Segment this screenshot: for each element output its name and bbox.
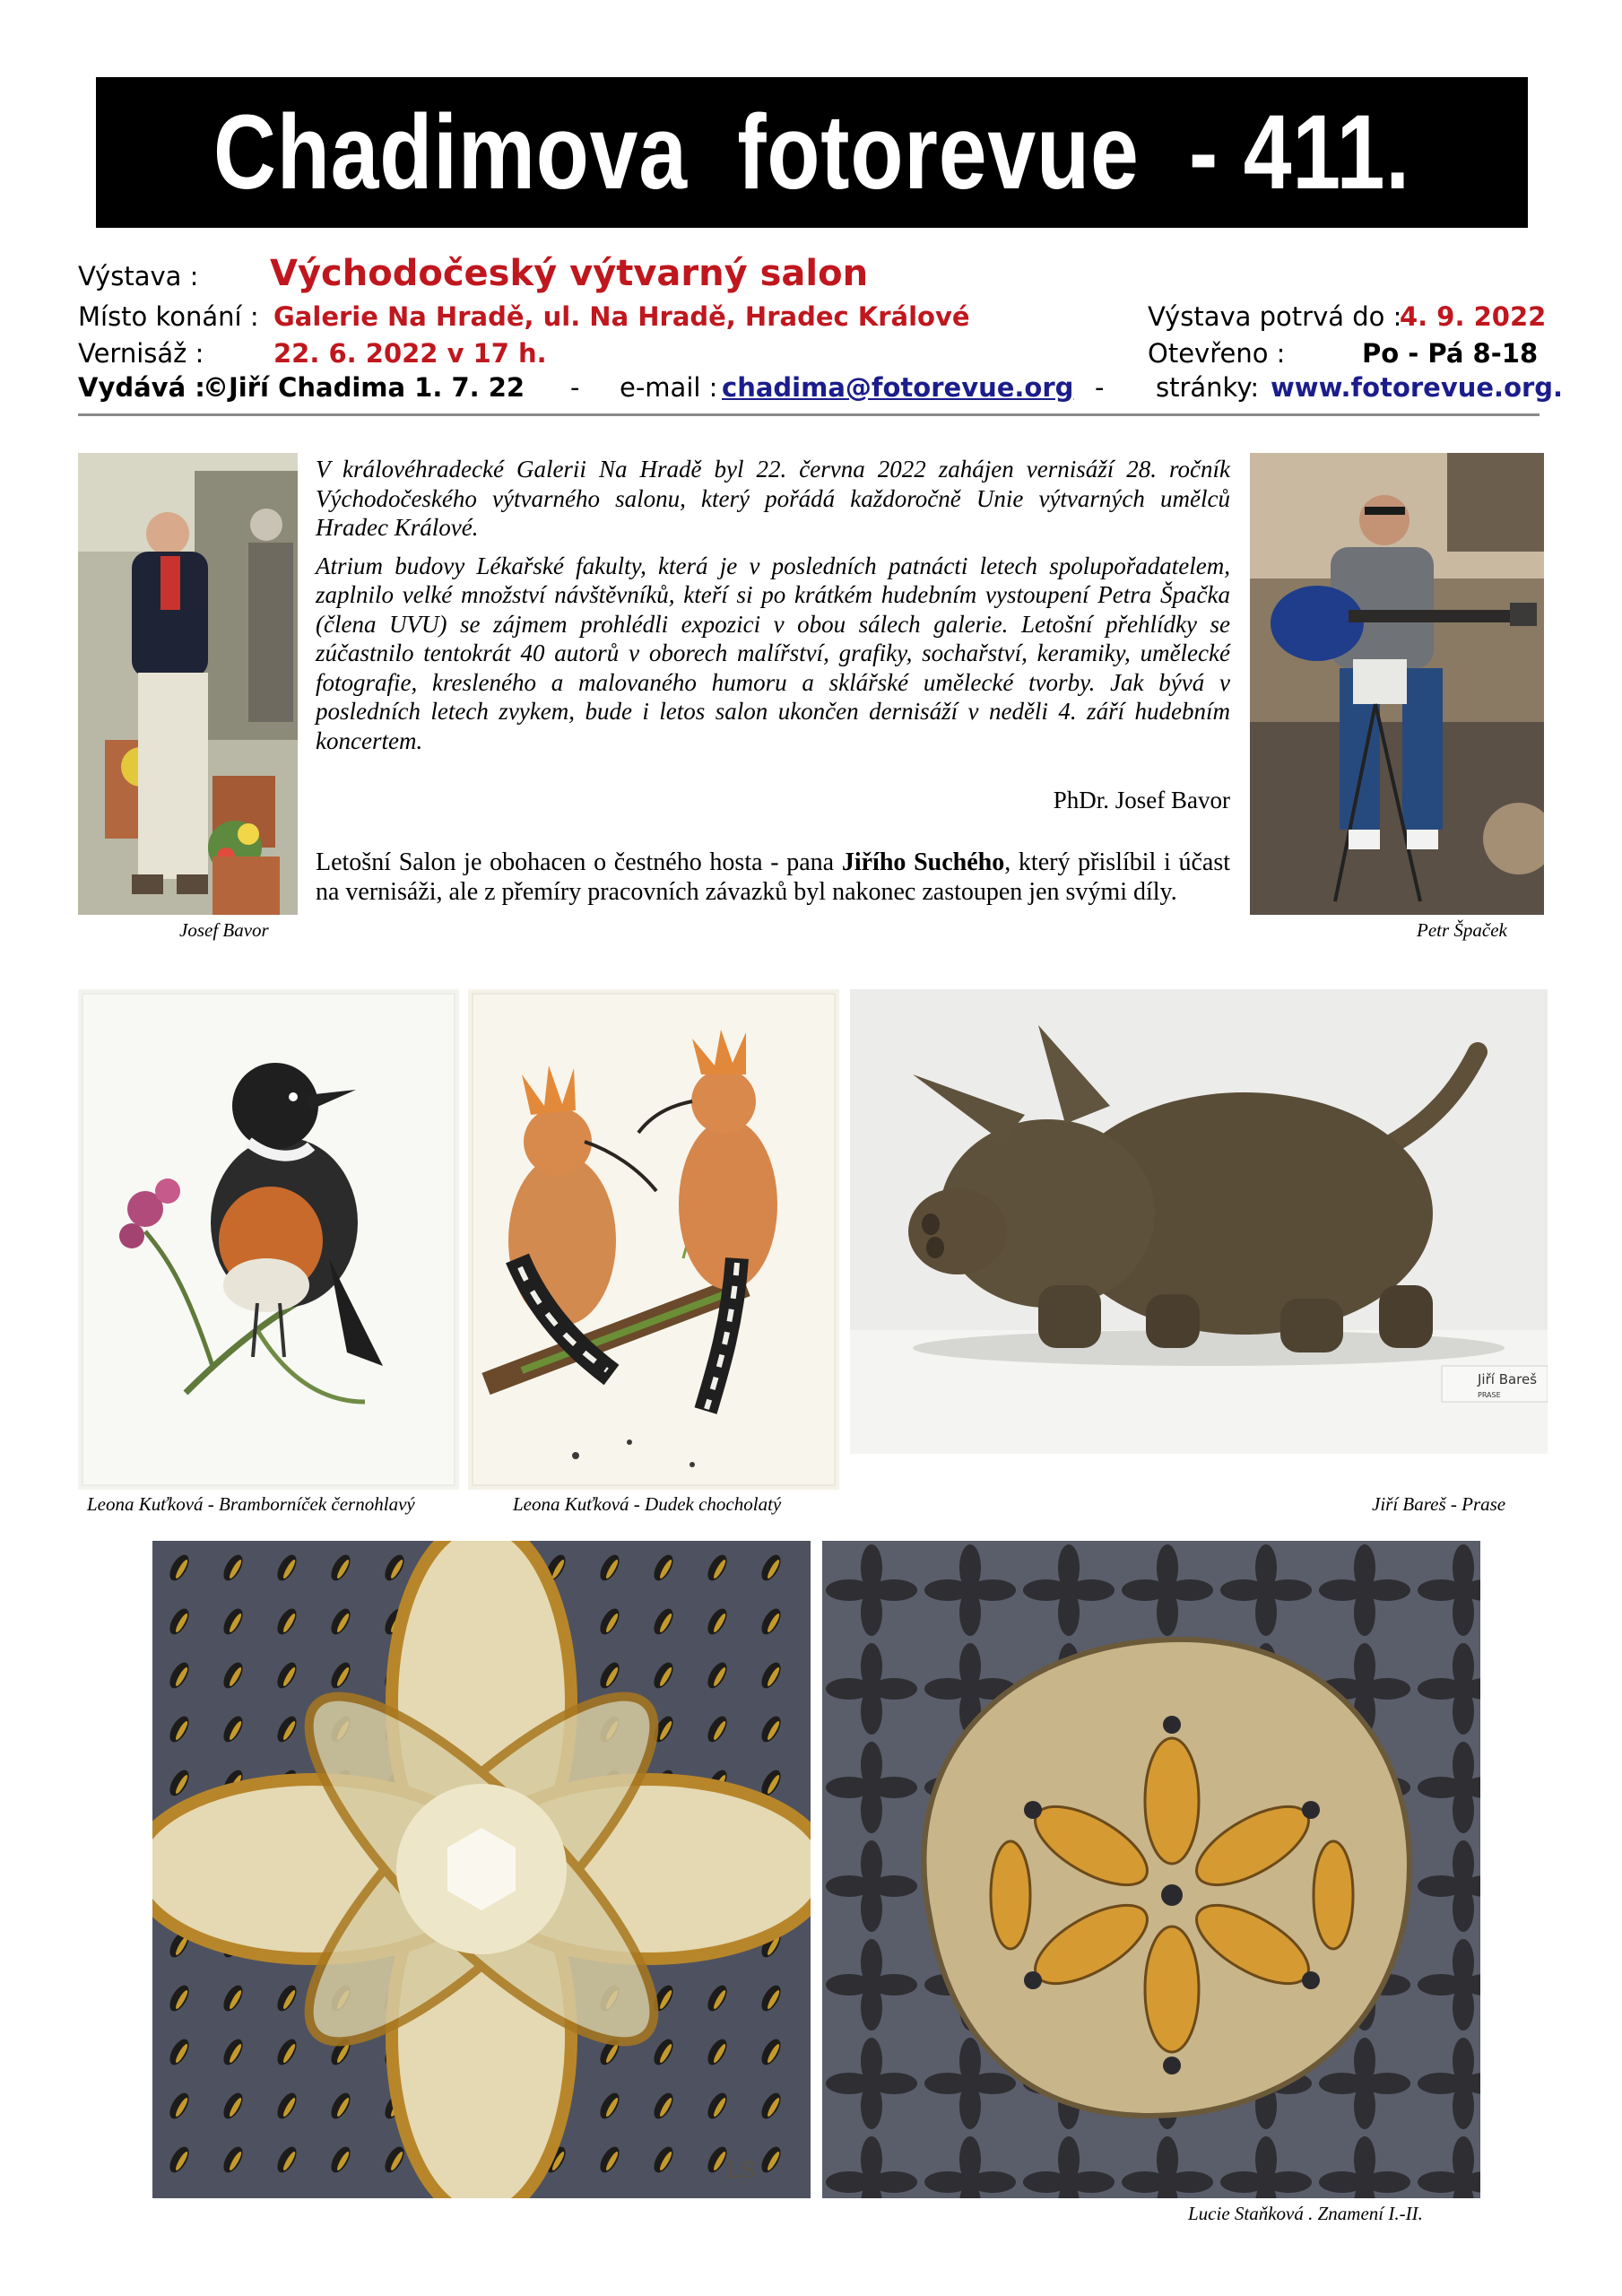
caption-znameni: Lucie Staňková . Znamení I.-II. [1188, 2203, 1423, 2224]
caption-petr-spacek: Petr Špaček [1417, 919, 1507, 941]
guest-text: , který přislíbil i účast na vernisáži, ale z přemíry pracovních závazků byl nakonec zastoupen jen svými díly. [316, 848, 1231, 906]
artwork-hoopoe [468, 989, 839, 1490]
divider [78, 413, 1540, 416]
exhibition-name: Východočeský výtvarný salon [270, 253, 869, 294]
photo-josef-bavor [78, 453, 298, 915]
artwork-znameni-1 [152, 1541, 811, 2198]
artwork-card-text: Jiří Bareš [1478, 1371, 1538, 1387]
separator-dash: - [1095, 372, 1105, 403]
page-title: Chadimova fotorevue - 411. [213, 93, 1410, 212]
opening-value: 22. 6. 2022 v 17 h. [273, 338, 547, 369]
end-date-label: Výstava potrvá do : [1148, 301, 1402, 332]
caption-hoopoe: Leona Kuťková - Dudek chocholatý [513, 1493, 782, 1515]
article-body [316, 455, 1230, 764]
exhibition-label: Výstava : [78, 261, 199, 291]
email-link[interactable]: chadima@fotorevue.org [722, 372, 1074, 403]
photo-petr-spacek [1250, 453, 1544, 915]
publisher-value: ©Jiří Chadima 1. 7. 22 [203, 372, 525, 403]
caption-stonechat: Leona Kuťková - Bramborníček černohlavý [87, 1493, 415, 1515]
hours-value: Po - Pá 8-18 [1362, 338, 1539, 369]
artwork-pig-sculpture [850, 989, 1548, 1454]
caption-pig: Jiří Bareš - Prase [1372, 1493, 1506, 1515]
web-label: stránky: [1156, 372, 1260, 403]
separator-dash: - [570, 372, 580, 403]
artwork-card-text: PRASE [1478, 1391, 1501, 1399]
caption-josef-bavor: Josef Bavor [179, 919, 269, 941]
artist-initials: LS [726, 2158, 756, 2183]
opening-label: Vernisáž : [78, 338, 204, 369]
guest-text: Letošní Salon je obohacen o čestného hosta - pana [316, 848, 842, 876]
artwork-znameni-2 [822, 1541, 1480, 2198]
web-link[interactable]: www.fotorevue.org. [1271, 372, 1564, 403]
publisher-label: Vydává : [78, 372, 205, 403]
email-label: e-mail : [620, 372, 718, 403]
artwork-stonechat [78, 989, 459, 1490]
guest-paragraph [316, 848, 1230, 907]
article-paragraph: Atrium budovy Lékařské fakulty, která je v posledních patnácti letech spolupořadatelem, zaplnilo velké množství návštěvníků, kteří si po krátkém hudebním vystoupení Petra Špačka (člena UVU) se zájmem prohlédli expozici v obou sálech galerie. Letošní přehlídky se zúčastnilo tentokrát 40 autorů v oborech malířství, grafiky, sochařství, keramiky, umělecké fotografie, kresleného a malovaného humoru a sklářské umělecké tvorby. Jak bývá v posledních letech zvykem, bude i letos salon ukončen dernisáží v neděli 4. září hudebním koncertem. [316, 552, 1230, 754]
venue-label: Místo konání : [78, 301, 259, 332]
hours-label: Otevřeno : [1148, 338, 1286, 369]
title-banner [96, 77, 1528, 228]
venue-value: Galerie Na Hradě, ul. Na Hradě, Hradec Králové [273, 301, 970, 332]
article-paragraph: V královéhradecké Galerii Na Hradě byl 22. června 2022 zahájen vernisáží 28. ročník Východočeského výtvarného salonu, který pořádá každoročně Unie výtvarných umělců Hradec Králové. [316, 456, 1230, 541]
guest-name: Jiřího Suchého [841, 848, 1005, 876]
end-date-value: 4. 9. 2022 [1400, 301, 1547, 332]
article-signature: PhDr. Josef Bavor [1053, 787, 1230, 813]
